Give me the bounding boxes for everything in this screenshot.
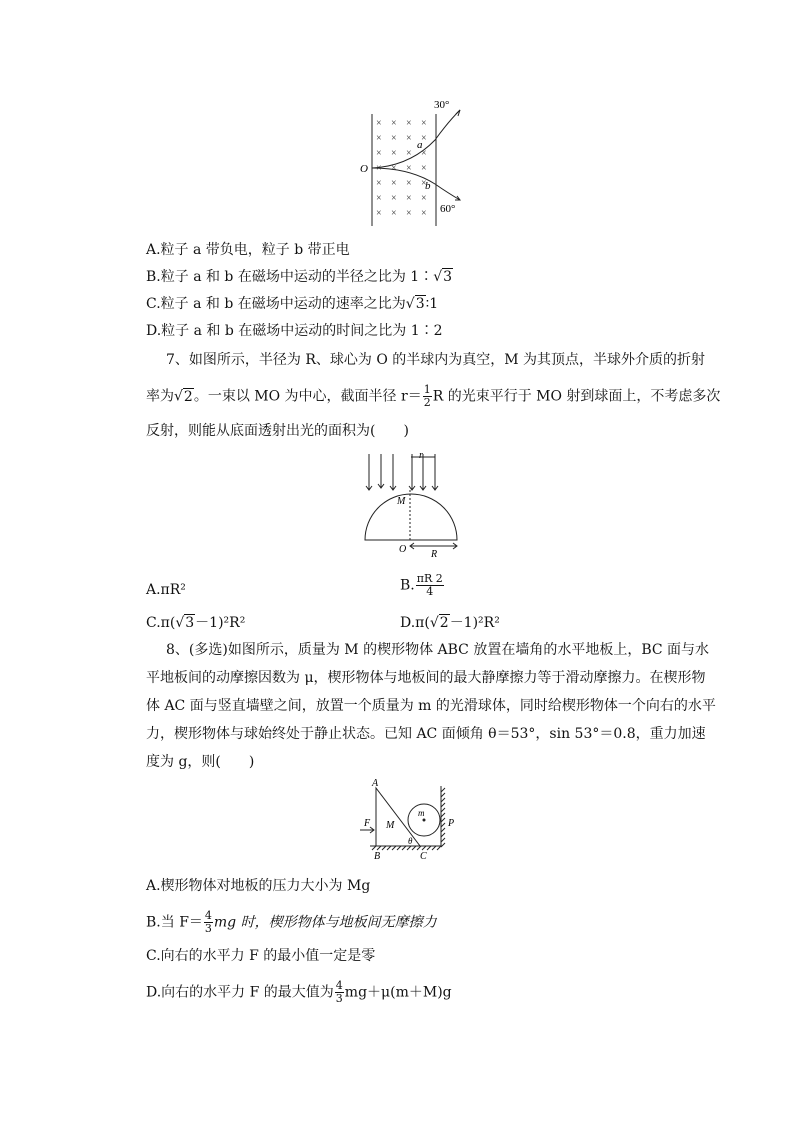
q8-option-d-suffix: mg＋μ(m＋M)g <box>344 984 452 1001</box>
q8-stem-line1: 8、(多选)如图所示，质量为 M 的楔形物体 ABC 放置在墙角的水平地板上，BC 面与水 <box>166 642 710 658</box>
wall-hatch <box>441 828 445 832</box>
point-b-label: B <box>374 851 381 862</box>
trajectory-a <box>372 110 460 168</box>
q7-line2-suffix: R 的光束平行于 MO 射到球面上，不考虑多次 <box>432 388 721 405</box>
point-p-label: P <box>448 818 455 829</box>
floor-hatch <box>387 846 391 850</box>
q6-option-c-suffix: ∶1 <box>425 296 439 312</box>
q7-option-b-fraction: $\frac{\pi R 2}{4}$ <box>416 572 443 598</box>
q6-option-c: C.粒子 a 和 b 在磁场中运动的速率之比为√3∶1 <box>146 296 439 312</box>
trajectory-b <box>372 168 460 200</box>
field-cross-mark: × <box>421 148 427 159</box>
field-cross-mark: × <box>421 178 427 189</box>
q7-option-d-root: 2 <box>439 615 449 631</box>
magnetic-field-figure <box>360 96 470 230</box>
q6-option-c-root: 3 <box>415 296 425 312</box>
q7-line2-root: 2 <box>183 388 193 405</box>
floor-hatch <box>402 846 406 850</box>
q7-option-a: A.πR² <box>146 582 186 598</box>
floor-hatch <box>372 846 376 850</box>
q7-option-c-suffix: －1)²R² <box>195 615 246 631</box>
angle-60-label: 60° <box>440 203 456 215</box>
field-cross-mark: × <box>421 193 427 204</box>
floor-hatch <box>417 846 421 850</box>
arrow-a <box>456 110 460 116</box>
field-cross-mark: × <box>376 133 382 144</box>
field-cross-mark: × <box>391 133 397 144</box>
q7-stem-line3: 反射，则能从底面透射出光的面积为( ) <box>146 423 409 439</box>
floor-hatch <box>397 846 401 850</box>
wedge-ball-figure <box>360 776 470 866</box>
wall-hatch <box>441 843 445 847</box>
q7-option-c-root: 3 <box>185 615 195 631</box>
wall-hatch <box>441 838 445 842</box>
field-cross-mark: × <box>406 208 412 219</box>
q8-stem-line2: 平地板间的动摩擦因数为 μ，楔形物体与地板间的最大静摩擦力等于滑动摩擦力。在楔形物 <box>146 670 706 686</box>
field-cross-mark: × <box>391 148 397 159</box>
beam-radius-label: r <box>419 450 423 461</box>
field-cross-mark: × <box>421 118 427 129</box>
q7-option-d-prefix: D.π( <box>400 615 430 631</box>
wall-hatch <box>441 808 445 812</box>
q7-option-c: C.π(√3－1)²R² <box>146 615 246 631</box>
wall-hatch <box>441 788 445 792</box>
wall-hatch <box>441 813 445 817</box>
floor-hatch <box>407 846 411 850</box>
q8-option-a: A.楔形物体对地板的压力大小为 Mg <box>146 878 371 894</box>
particle-a-label: a <box>417 139 423 151</box>
q6-option-c-text: C.粒子 a 和 b 在磁场中运动的速率之比为 <box>146 296 406 312</box>
floor-hatch <box>437 846 441 850</box>
field-cross-mark: × <box>406 118 412 129</box>
point-c-label: C <box>420 851 427 862</box>
q7-stem-line1: 7、如图所示，半径为 R、球心为 O 的半球内为真空，M 为其顶点，半球外介质的折射 <box>166 352 706 368</box>
field-cross-mark: × <box>391 163 397 174</box>
q8-option-d-prefix: D.向右的水平力 F 的最大值为 <box>146 984 334 1001</box>
floor-hatch <box>432 846 436 850</box>
field-cross-mark: × <box>376 148 382 159</box>
wall-hatch <box>441 798 445 802</box>
center-o-label: O <box>399 544 407 555</box>
field-cross-mark: × <box>376 193 382 204</box>
field-cross-mark: × <box>376 178 382 189</box>
q6-option-a: A.粒子 a 带负电，粒子 b 带正电 <box>146 242 350 258</box>
wall-hatch <box>441 793 445 797</box>
floor-hatch <box>427 846 431 850</box>
q7-radius-fraction: $\frac{1}{2}$ <box>423 383 431 409</box>
q8-stem-line3: 体 AC 面与竖直墙壁之间，放置一个质量为 m 的光滑球体，同时给楔形物体一个向右的水平 <box>146 698 716 714</box>
field-cross-mark: × <box>376 208 382 219</box>
q8-option-c: C.向右的水平力 F 的最小值一定是零 <box>146 948 376 964</box>
wedge-mass-label: M <box>386 820 395 831</box>
q6-option-b-text: B.粒子 a 和 b 在磁场中运动的半径之比为 1∶ <box>146 269 434 285</box>
force-f-label: F <box>364 818 371 829</box>
q8-stem-line5: 度为 g，则( ) <box>146 754 255 770</box>
q7-stem-line2: 率为√2。一束以 MO 为中心，截面半径 r＝ $\frac{1}{2}$ R 的光束平行于 MO 射到球面上，不考虑多次 <box>146 383 721 409</box>
field-cross-mark: × <box>421 163 427 174</box>
ball-mass-label: m <box>418 808 425 818</box>
floor-hatch <box>412 846 416 850</box>
q8-option-b-suffix: mg 时，楔形物体与地板间无摩擦力 <box>213 914 437 931</box>
q6-option-b-root: 3 <box>443 269 453 285</box>
field-cross-mark: × <box>391 118 397 129</box>
origin-label: O <box>360 163 368 175</box>
hemisphere-figure <box>355 450 475 558</box>
field-cross-mark: × <box>391 178 397 189</box>
wedge-abc <box>376 788 420 846</box>
field-cross-mark: × <box>406 193 412 204</box>
particle-b-label: b <box>425 180 431 192</box>
wall-hatch <box>441 803 445 807</box>
field-cross-mark: × <box>376 118 382 129</box>
field-cross-mark: × <box>391 208 397 219</box>
field-cross-mark: × <box>421 208 427 219</box>
floor-hatch <box>382 846 386 850</box>
angle-theta-label: θ <box>408 836 413 846</box>
q8-option-b-fraction: $\frac{4}{3}$ <box>204 909 212 935</box>
vertex-m-label: M <box>397 496 406 507</box>
floor-hatch <box>422 846 426 850</box>
q6-option-d: D.粒子 a 和 b 在磁场中运动的时间之比为 1∶2 <box>146 323 443 339</box>
q7-option-b-label: B. <box>400 577 415 594</box>
q7-line2-prefix: 率为 <box>146 388 174 405</box>
point-a-label: A <box>372 778 379 789</box>
q7-option-b <box>400 573 445 598</box>
field-cross-mark: × <box>391 193 397 204</box>
field-cross-mark: × <box>406 133 412 144</box>
field-cross-mark: × <box>406 148 412 159</box>
angle-30-label: 30° <box>434 99 450 111</box>
field-cross-mark: × <box>421 133 427 144</box>
q8-option-b-prefix: B.当 F＝ <box>146 914 203 931</box>
field-cross-mark: × <box>406 163 412 174</box>
field-cross-mark: × <box>376 163 382 174</box>
q6-option-b: B.粒子 a 和 b 在磁场中运动的半径之比为 1∶√3 <box>146 269 453 285</box>
q8-option-d-fraction: $\frac{4}{3}$ <box>335 979 343 1005</box>
q7-option-c-prefix: C.π( <box>146 615 176 631</box>
wall-hatch <box>441 818 445 822</box>
wall-hatch <box>441 823 445 827</box>
floor-hatch <box>377 846 381 850</box>
q7-option-d: D.π(√2－1)²R² <box>400 615 500 631</box>
q8-option-b <box>146 910 437 935</box>
q8-stem-line4: 力，楔形物体与球始终处于静止状态。已知 AC 面倾角 θ＝53°，sin 53°＝0.8，重力加速 <box>146 726 706 742</box>
radius-r-label: R <box>431 549 438 558</box>
q7-line2-mid: 。一束以 MO 为中心，截面半径 r＝ <box>193 388 422 405</box>
wall-hatch <box>441 833 445 837</box>
q7-option-d-suffix: －1)²R² <box>449 615 500 631</box>
q8-option-d <box>146 980 452 1005</box>
floor-hatch <box>392 846 396 850</box>
field-cross-mark: × <box>406 178 412 189</box>
